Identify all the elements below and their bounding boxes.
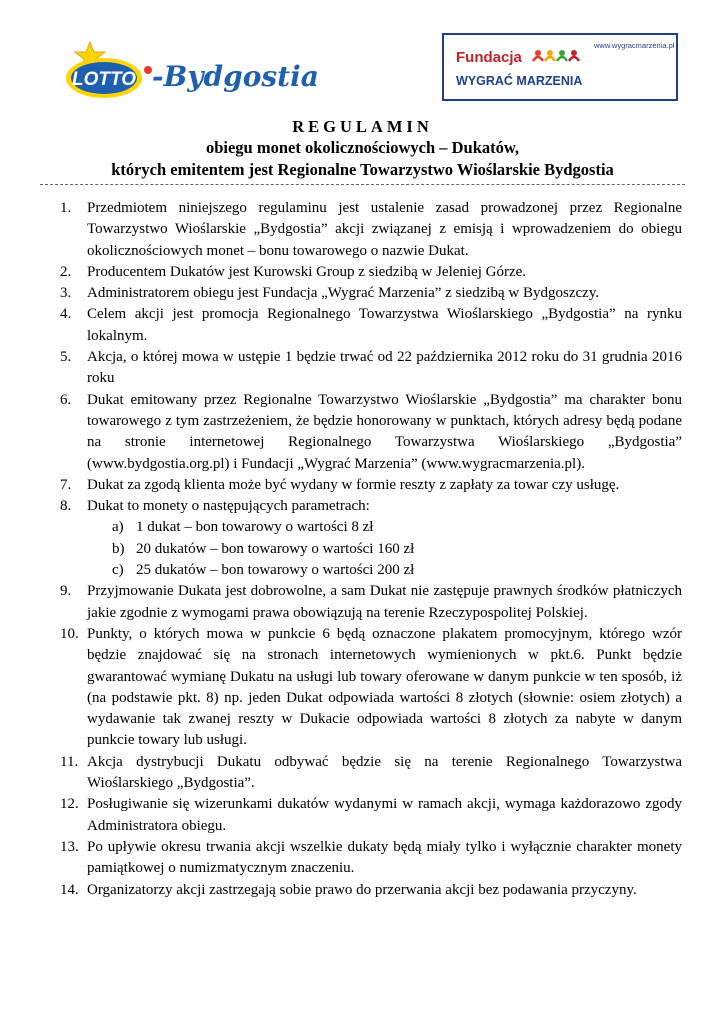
fundacja-url: www.wygracmarzenia.pl (594, 41, 675, 50)
title-divider (40, 184, 685, 185)
list-item: 6. Dukat emitowany przez Regionalne Towarzystwo Wioślarskie „Bydgostia” ma charakter bonu towarowego z tym zastrzeżeniem, że będzie honorowany w punktach, których adresy będą podane na stronie internetowej Regionalnego Towarzystwa Wioślarskiego „Bydgostia” (www.bydgostia.org.pl) i Fundacji „Wygrać Marzenia” (www.wygracmarzenia.pl). (60, 391, 682, 472)
title-line-2: których emitentem jest Regionalne Towarzystwo Wioślarskie Bydgostia (111, 160, 614, 179)
title-main: REGULAMIN (292, 117, 433, 136)
list-item: 11. Akcja dystrybucji Dukatu odbywać będzie się na terenie Regionalnego Towarzystwa Wioślarskiego „Bydgostia”. (60, 753, 682, 792)
coin-parameters-list (60, 517, 682, 581)
list-item: 1. Przedmiotem niniejszego regulaminu jest ustalenie zasad prowadzonej przez Regionalne Towarzystwo Wioślarskie „Bydgostia” akcji związanej z emisją i wprowadzeniem do obiegu okolicznościowych monet – bonu towarowego o nazwie Dukat. (60, 200, 682, 259)
lotto-bydgostia-logo (60, 40, 319, 104)
list-item: 9. Przyjmowanie Dukata jest dobrowolne, a sam Dukat nie zastępuje prawnych środków płatniczych jakie zgodnie z wymogami prawa obowiązują na terenie Rzeczypospolitej Polskiej. (60, 583, 682, 621)
fundacja-logo (442, 33, 678, 101)
sub-list-item: a) 1 dukat – bon towarowy o wartości 8 zł (112, 519, 374, 536)
regulation-list (60, 198, 682, 901)
sub-list-item: b) 20 dukatów – bon towarowy o wartości 160 zł (112, 540, 415, 557)
list-item: 3. Administratorem obiegu jest Fundacja „Wygrać Marzenia” z siedzibą w Bydgoszczy. (60, 285, 600, 302)
list-item: 4. Celem akcji jest promocja Regionalnego Towarzystwa Wioślarskiego „Bydgostia” na rynku lokalnym. (60, 306, 682, 344)
fundacja-name: WYGRAĆ MARZENIA (456, 74, 583, 88)
list-item: 7. Dukat za zgodą klienta może być wydany w formie reszty z zapłaty za towar czy usługę. (60, 476, 620, 493)
list-item: 5. Akcja, o której mowa w ustępie 1 będzie trwać od 22 października 2012 roku do 31 grudnia 2016 roku (60, 349, 682, 387)
lotto-suffix-text: -Bydgostia (152, 60, 319, 93)
title-line-1: obiegu monet okolicznościowych – Dukatów, (205, 138, 520, 157)
children-figures-icon (532, 47, 592, 69)
list-item: 12. Posługiwanie się wizerunkami dukatów wydanymi w ramach akcji, wymaga każdorazowo zgody Administratora obiegu. (60, 796, 682, 834)
list-item: 8. Dukat to monety o następujących parametrach: (60, 498, 370, 515)
fundacja-label: Fundacja (456, 49, 522, 66)
list-item: 2. Producentem Dukatów jest Kurowski Group z siedzibą w Jeleniej Górze. (60, 263, 527, 280)
list-item: 10. Punkty, o których mowa w punkcie 6 będą oznaczone plakatem promocyjnym, którego wzór będzie znajdować się na stronach internetowych wymienionych w pkt.6. Punkt będzie gwarantować wymianę Dukatu na usługi lub towary oferowane w danym punkcie w ten sposób, iż (na podstawie pkt. 8) np. jeden Dukat odpowiada wartości 8 złotych (słownie: osiem złotych) a wydawanie tak zwanej reszty w Dukacie odpowiada wartości 8 złotych za nabyte w danym punkcie towary lub usługi. (60, 625, 682, 749)
lotto-badge-text: LOTTO (71, 69, 137, 90)
lotto-logo-graphic (60, 40, 319, 104)
document-title (40, 117, 685, 181)
sub-list-item: c) 25 dukatów – bon towarowy o wartości 200 zł (112, 562, 415, 579)
list-item: 13. Po upływie okresu trwania akcji wszelkie dukaty będą miały tylko i wyłącznie charakter monety pamiątkowej o numizmatycznym znaczeniu. (60, 838, 682, 877)
list-item: 14. Organizatorzy akcji zastrzegają sobie prawo do przerwania akcji bez podawania przyczyny. (60, 881, 637, 898)
